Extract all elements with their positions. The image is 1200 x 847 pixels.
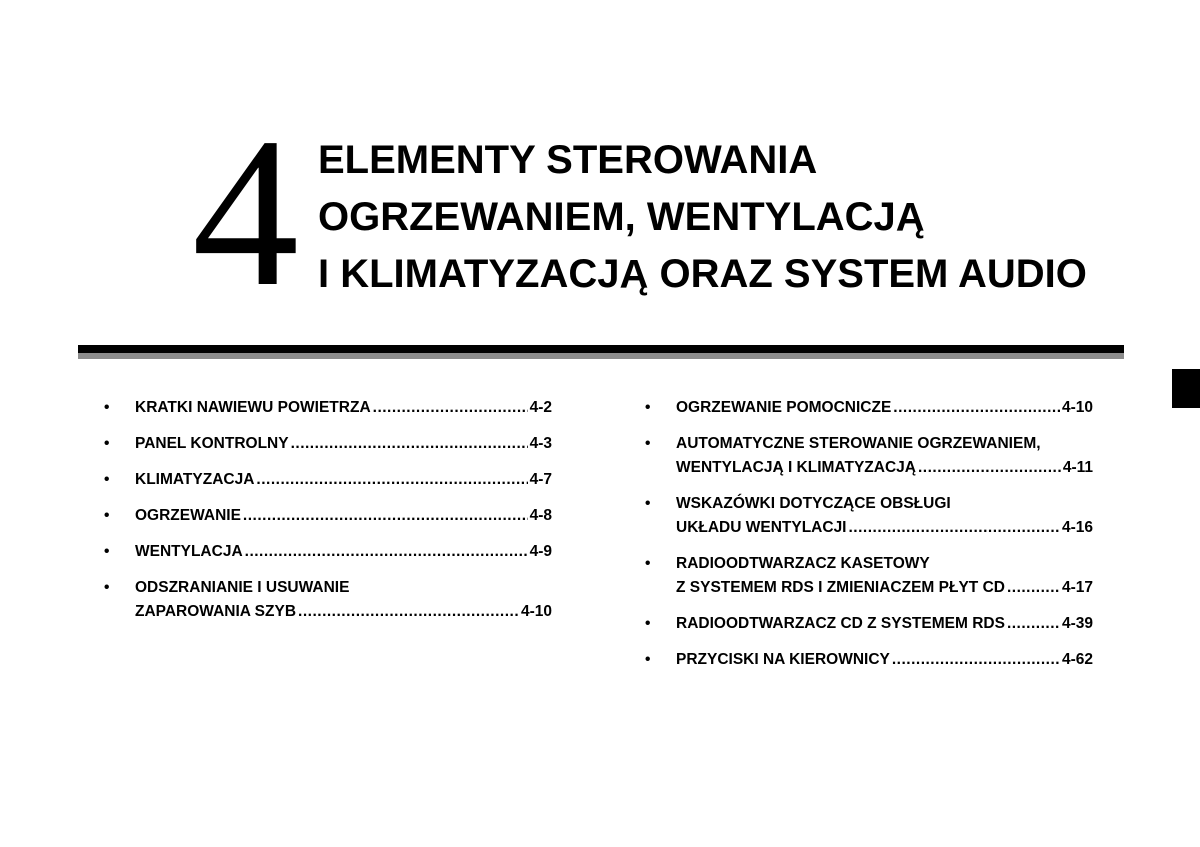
toc-leader-dots [245, 540, 528, 564]
toc-leader-dots [373, 396, 528, 420]
toc-leader-dots [918, 456, 1061, 480]
bullet-icon: • [104, 399, 110, 416]
toc-leader-dots [298, 600, 519, 624]
toc-entry[interactable] [645, 552, 1093, 600]
toc-entry-page: 4-2 [529, 399, 552, 416]
toc-entry-page: 4-7 [529, 471, 552, 488]
toc-leader-dots [291, 432, 528, 456]
chapter-title-line: ELEMENTY STEROWANIA [318, 138, 818, 182]
chapter-title-line: I KLIMATYZACJĄ ORAZ SYSTEM AUDIO [318, 252, 1087, 296]
toc-left-column [104, 396, 552, 636]
bullet-icon: • [645, 555, 651, 572]
toc-entry-page: 4-10 [1061, 399, 1093, 416]
toc-entry[interactable] [104, 432, 552, 456]
toc-entry-title: OGRZEWANIE POMOCNICZE [676, 399, 892, 416]
toc-leader-dots [1007, 612, 1060, 636]
toc-entry[interactable] [645, 492, 1093, 540]
toc-entry-title: OGRZEWANIE [135, 507, 241, 524]
bullet-icon: • [645, 615, 651, 632]
toc-entry-title: WENTYLACJA [135, 543, 243, 560]
toc-entry-page: 4-11 [1062, 459, 1093, 476]
toc-entry[interactable] [645, 432, 1093, 480]
toc-entry[interactable] [104, 468, 552, 492]
section-divider [78, 345, 1124, 359]
toc-entry-title: KLIMATYZACJA [135, 471, 255, 488]
chapter-number: 4 [192, 94, 299, 331]
toc-entry[interactable] [104, 504, 552, 528]
toc-leader-dots [1007, 576, 1060, 600]
toc-entry-title-continued: Z SYSTEMEM RDS I ZMIENIACZEM PŁYT CD [676, 579, 1005, 596]
bullet-icon: • [645, 495, 651, 512]
toc-entry-page: 4-16 [1061, 519, 1093, 536]
toc-entry-title: RADIOODTWARZACZ CD Z SYSTEMEM RDS [676, 615, 1005, 632]
chapter-title [318, 132, 1087, 303]
toc-entry-title: ODSZRANIANIE I USUWANIE [135, 579, 350, 596]
toc-entry[interactable] [104, 576, 552, 624]
toc-entry-page: 4-9 [529, 543, 552, 560]
bullet-icon: • [645, 399, 651, 416]
divider-thick-rule [78, 345, 1124, 353]
toc-entry-title-continued: ZAPAROWANIA SZYB [135, 603, 297, 620]
toc-entry-page: 4-3 [529, 435, 552, 452]
toc-entry[interactable] [645, 396, 1093, 420]
toc-leader-dots [243, 504, 528, 528]
toc-leader-dots [893, 396, 1060, 420]
toc-entry[interactable] [104, 396, 552, 420]
toc-entry-title: KRATKI NAWIEWU POWIETRZA [135, 399, 371, 416]
toc-entry-page: 4-8 [529, 507, 552, 524]
bullet-icon: • [104, 579, 110, 596]
bullet-icon: • [104, 435, 110, 452]
toc-leader-dots [256, 468, 527, 492]
bullet-icon: • [104, 543, 110, 560]
toc-entry-title: WSKAZÓWKI DOTYCZĄCE OBSŁUGI [676, 495, 951, 512]
bullet-icon: • [104, 471, 110, 488]
toc-entry-title: AUTOMATYCZNE STEROWANIE OGRZEWANIEM, [676, 435, 1041, 452]
toc-entry-title: RADIOODTWARZACZ KASETOWY [676, 555, 930, 572]
toc-leader-dots [892, 648, 1060, 672]
toc-entry-page: 4-10 [520, 603, 552, 620]
chapter-side-tab [1172, 369, 1200, 408]
bullet-icon: • [104, 507, 110, 524]
toc-entry-page: 4-17 [1061, 579, 1093, 596]
toc-entry-page: 4-39 [1061, 615, 1093, 632]
toc-entry[interactable] [645, 612, 1093, 636]
toc-entry[interactable] [645, 648, 1093, 672]
toc-entry-page: 4-62 [1061, 651, 1093, 668]
toc-entry-title-continued: UKŁADU WENTYLACJI [676, 519, 847, 536]
bullet-icon: • [645, 651, 651, 668]
toc-entry-title: PRZYCISKI NA KIEROWNICY [676, 651, 890, 668]
toc-entry-title: PANEL KONTROLNY [135, 435, 289, 452]
divider-thin-rule [78, 353, 1124, 359]
toc-right-column [645, 396, 1093, 684]
chapter-title-line: OGRZEWANIEM, WENTYLACJĄ [318, 195, 925, 239]
toc-entry[interactable] [104, 540, 552, 564]
bullet-icon: • [645, 435, 651, 452]
toc-entry-title-continued: WENTYLACJĄ I KLIMATYZACJĄ [676, 459, 916, 476]
toc-leader-dots [849, 516, 1060, 540]
